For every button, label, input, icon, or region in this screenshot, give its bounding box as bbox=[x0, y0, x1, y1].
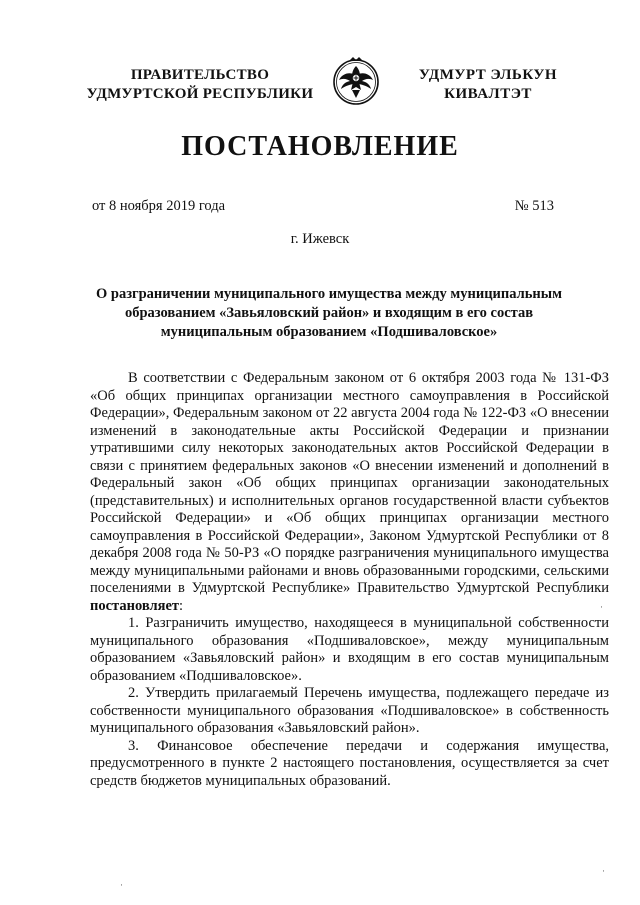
document-date: от 8 ноября 2019 года bbox=[92, 198, 226, 214]
document-title: ПОСТАНОВЛЕНИЕ bbox=[181, 131, 459, 162]
header-left-line1: ПРАВИТЕЛЬСТВО bbox=[130, 67, 270, 83]
body-paragraph-item-3: 3. Финансовое обеспечение передачи и содержания имущества, предусмотренного в пункте 2 настоящего постановления, осуществляется за счет средств бюджетов муниципальных образований. bbox=[90, 737, 609, 789]
header-right-line1: УДМУРТ ЭЛЬКУН bbox=[418, 67, 558, 83]
body-paragraph-preamble bbox=[90, 370, 609, 615]
preamble-end: : bbox=[179, 597, 184, 614]
header-right bbox=[398, 66, 578, 104]
body-paragraph-item-1: 1. Разграничить имущество, находящееся в муниципальной собственности муниципального образования «Подшиваловское», между муниципальным образованием «Завьяловский район» и входящим в его состав муниципальным образованием «Подшиваловское». bbox=[90, 615, 609, 684]
subject-line3: муниципальным образованием «Подшиваловское» bbox=[160, 324, 498, 340]
scan-speck: · bbox=[602, 866, 605, 876]
scan-speck: · bbox=[120, 880, 123, 890]
document-number: № 513 bbox=[514, 198, 554, 214]
header-right-line2: КИВАЛТЭТ bbox=[444, 86, 532, 102]
udmurt-coat-of-arms-icon bbox=[331, 54, 381, 108]
subject-line2: образованием «Завьяловский район» и входящим в его состав bbox=[124, 305, 534, 321]
resolution-keyword: постановляет bbox=[90, 597, 180, 614]
scan-speck: · bbox=[600, 602, 603, 612]
subject-line1: О разграничении муниципального имущества между муниципальным bbox=[95, 286, 562, 302]
header-left-line2: УДМУРТСКОЙ РЕСПУБЛИКИ bbox=[86, 86, 314, 102]
preamble-text: В соответствии с Федеральным законом от 6 октября 2003 года № 131-ФЗ «Об общих принципах организации местного самоуправления в Российской Федерации», Федеральным законом от 22 августа 2004 года № 122-ФЗ «О внесении изменений в законодательные акты Российской Федерации и признании утратившими силу некоторых законодательных актов Российской Федерации в связи с принятием федеральных законов «О внесении изменений и дополнений в Федеральный закон «Об общих принципах организации законодательных (представительных) и исполнительных органов государственной власти субъектов Российской Федерации» и «Об общих принципах организации местного самоуправления в Российской Федерации», Законом Удмуртской Республики от 8 декабря 2008 года № 50-РЗ «О порядке разграничения муниципального имущества между муниципальными районами и вновь образованными городскими, сельскими поселениями в Удмуртской Республике» Правительство Удмуртской Республики bbox=[90, 370, 609, 596]
header-left bbox=[70, 66, 330, 104]
body-paragraph-item-2: 2. Утвердить прилагаемый Перечень имущества, подлежащего передаче из собственности муниципального образования «Подшиваловское» в собственность муниципального образования «Завьяловский район». bbox=[90, 685, 609, 736]
document-body bbox=[90, 370, 609, 790]
document-city: г. Ижевск bbox=[290, 231, 350, 247]
document-subject bbox=[92, 285, 566, 342]
